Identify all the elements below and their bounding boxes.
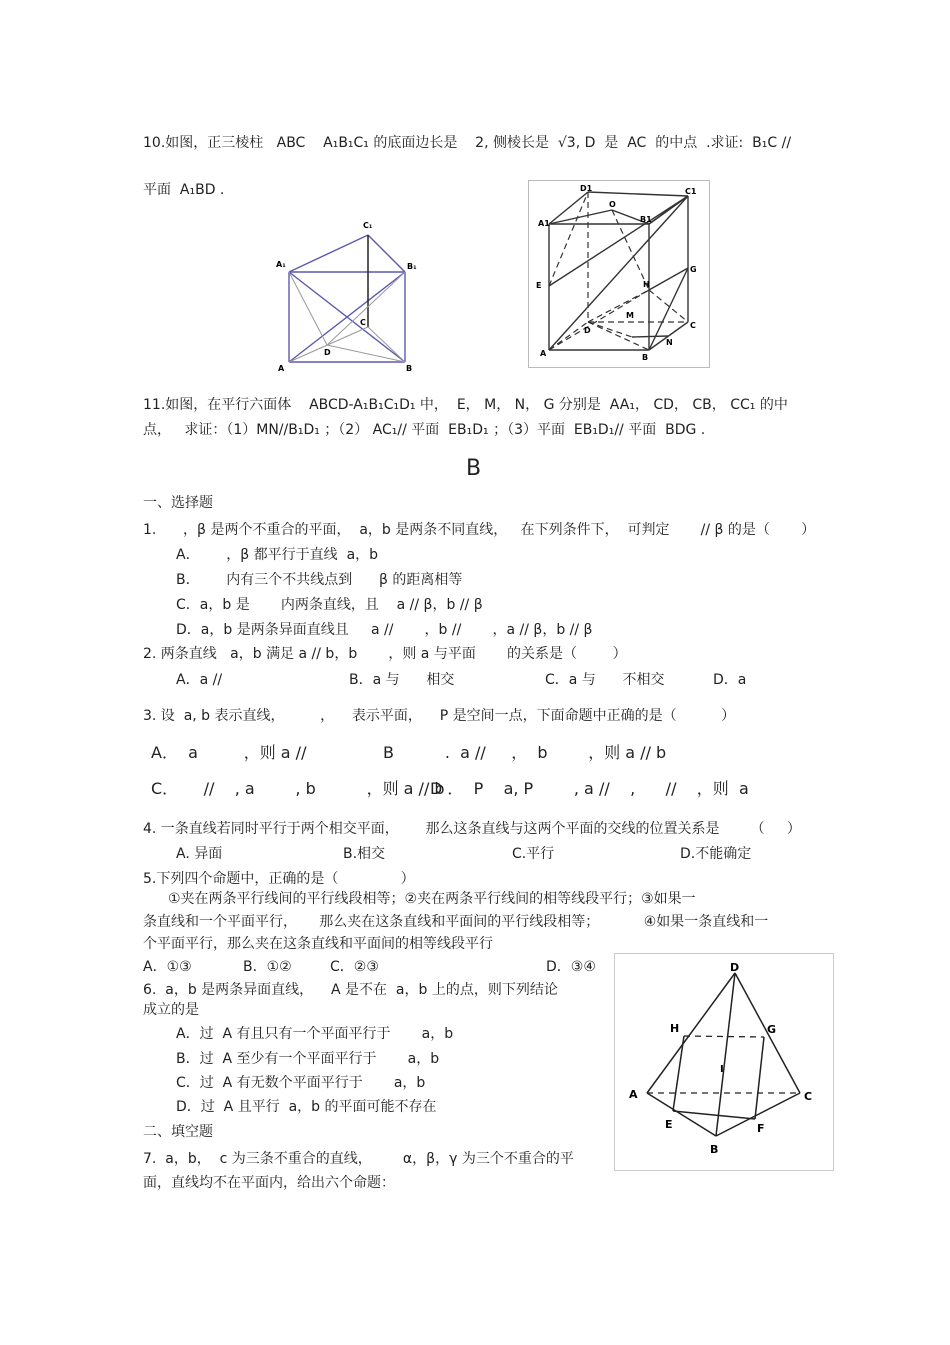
q4-option-c: C.平行 [512,846,555,862]
q6-option-d: D．过 A 且平行 a，b 的平面可能不存在 [176,1099,437,1115]
hexa-label-c1: C1 [685,187,697,196]
hexa-label-b1: B1 [640,215,652,224]
q3-option-d: D ． P a, P , a // , // ，则 a [430,779,749,798]
q3-option-c: C． // , a , b ，则 a // b [151,779,445,798]
hexa-label-b: B [642,353,649,362]
q5-option-b: B．①② [243,959,292,975]
tetra-label-b: B [710,1143,719,1156]
part1-heading: 一、选择题 [143,495,213,511]
q11-line1: 11.如图，在平行六面体 ABCD-A₁B₁C₁D₁ 中， E， M， N， G 分别是 AA₁， CD， CB， CC₁ 的中 [143,397,788,413]
q6-option-a: A．过 A 有且只有一个平面平行于 a，b [176,1026,454,1042]
q5-line3: 个平面平行，那么夹在这条直线和平面间的相等线段平行 [143,936,493,952]
hexa-label-m: M [626,311,634,320]
tetra-label-e: E [665,1118,673,1131]
tetra-label-f: F [757,1122,765,1135]
q2-option-d: D．a [713,672,747,688]
q1-option-b: B． 内有三个不共线点到 β 的距离相等 [176,572,463,588]
q1-stem: 1. ，β 是两个不重合的平面， a，b 是两条不同直线， 在下列条件下， 可判定 // β 的是（ ） [143,522,816,538]
hexa-label-o: O [609,200,616,209]
hexa-label-c: C [690,321,696,330]
tetra-label-d: D [730,961,740,974]
hexa-label-d: D [584,326,591,335]
tetra-label-a: A [629,1088,638,1101]
hexa-label-e: E [536,281,542,290]
hexa-label-n: N [666,338,673,347]
q7-line2: 面，直线均不在平面内，给出六个命题： [143,1175,395,1191]
part2-heading: 二、填空题 [143,1124,213,1140]
q5-option-a: A．①③ [143,959,192,975]
q11-line2: 点， 求证：（1）MN//B₁D₁ ；（2） AC₁// 平面 EB₁D₁ ；（3）平面 EB₁D₁// 平面 BDG . [143,422,706,438]
prism-label-a1: A₁ [276,260,286,269]
q10-line2: 平面 A₁BD . [143,182,225,198]
q4-option-d: D.不能确定 [680,846,752,862]
tetra-label-g: G [767,1023,777,1036]
prism-label-c: C [360,318,366,327]
q2-option-b: B．a 与 相交 [349,672,455,688]
q1-option-a: A． ，β 都平行于直线 a，b [176,547,379,563]
prism-label-d: D [324,348,331,357]
q6-stem-line2: 成立的是 [143,1002,199,1018]
q4-option-a: A. 异面 [176,846,223,862]
q7-line1: 7. a，b， c 为三条不重合的直线， α，β，γ 为三个不重合的平 [143,1151,574,1167]
q2-option-a: A．a // [176,672,223,688]
q1-option-c: C．a，b 是 内两条直线，且 a // β，b // β [176,597,483,613]
tetra-label-i: I [720,1064,724,1075]
hexa-label-d1: D1 [580,184,593,193]
parallelepiped-figure [528,180,710,368]
q3-stem: 3. 设 a, b 表示直线， ， 表示平面， P 是空间一点，下面命题中正确的是（ ） [143,708,736,724]
q5-option-d: D．③④ [546,959,596,975]
q6-option-b: B．过 A 至少有一个平面平行于 a，b [176,1051,440,1067]
hexa-label-g: G [690,265,697,274]
q5-option-c: C．②③ [330,959,379,975]
prism-label-b1: B₁ [407,262,417,271]
prism-label-b: B [406,364,413,373]
q4-option-b: B.相交 [343,846,386,862]
q6-stem-line1: 6. a，b 是两条异面直线， A 是不在 a，b 上的点，则下列结论 [143,982,558,998]
q5-line1: ①夹在两条平行线间的平行线段相等；②夹在两条平行线间的相等线段平行；③如果一 [168,891,696,907]
q5-line2: 条直线和一个平面平行， 那么夹在这条直线和平面间的平行线段相等； ④如果一条直线和一 [143,914,769,930]
q5-stem: 5.下列四个命题中，正确的是（ ） [143,871,415,887]
q1-option-d: D．a，b 是两条异面直线且 a // ，b // ，a // β，b // β [176,622,593,638]
prism-label-a: A [278,364,285,373]
q10-line1: 10.如图，正三棱柱 ABC A₁B₁C₁ 的底面边长是 2, 侧棱长是 √3, D 是 AC 的中点 .求证: B₁C // [143,135,792,151]
prism-figure [270,215,420,375]
prism-label-c1: C₁ [363,221,373,230]
q2-stem: 2. 两条直线 a，b 满足 a // b，b ，则 a 与平面 的关系是（ ） [143,646,627,662]
tetrahedron-figure [614,953,834,1171]
q3-option-b: B . a // ， b ，则 a // b [383,743,667,762]
hexa-label-a1: A1 [538,219,550,228]
tetra-label-h: H [670,1022,680,1035]
hexa-label-a: A [540,349,547,358]
q3-option-a: A． a ，则 a // [151,743,307,762]
tetra-label-c: C [804,1090,813,1103]
q2-option-c: C．a 与 不相交 [545,672,665,688]
hexa-label-h: H [643,280,650,289]
q4-stem: 4. 一条直线若同时平行于两个相交平面， 那么这条直线与这两个平面的交线的位置关系是 （ ） [143,821,801,837]
q6-option-c: C．过 A 有无数个平面平行于 a，b [176,1075,426,1091]
section-b-heading: B [466,456,482,481]
